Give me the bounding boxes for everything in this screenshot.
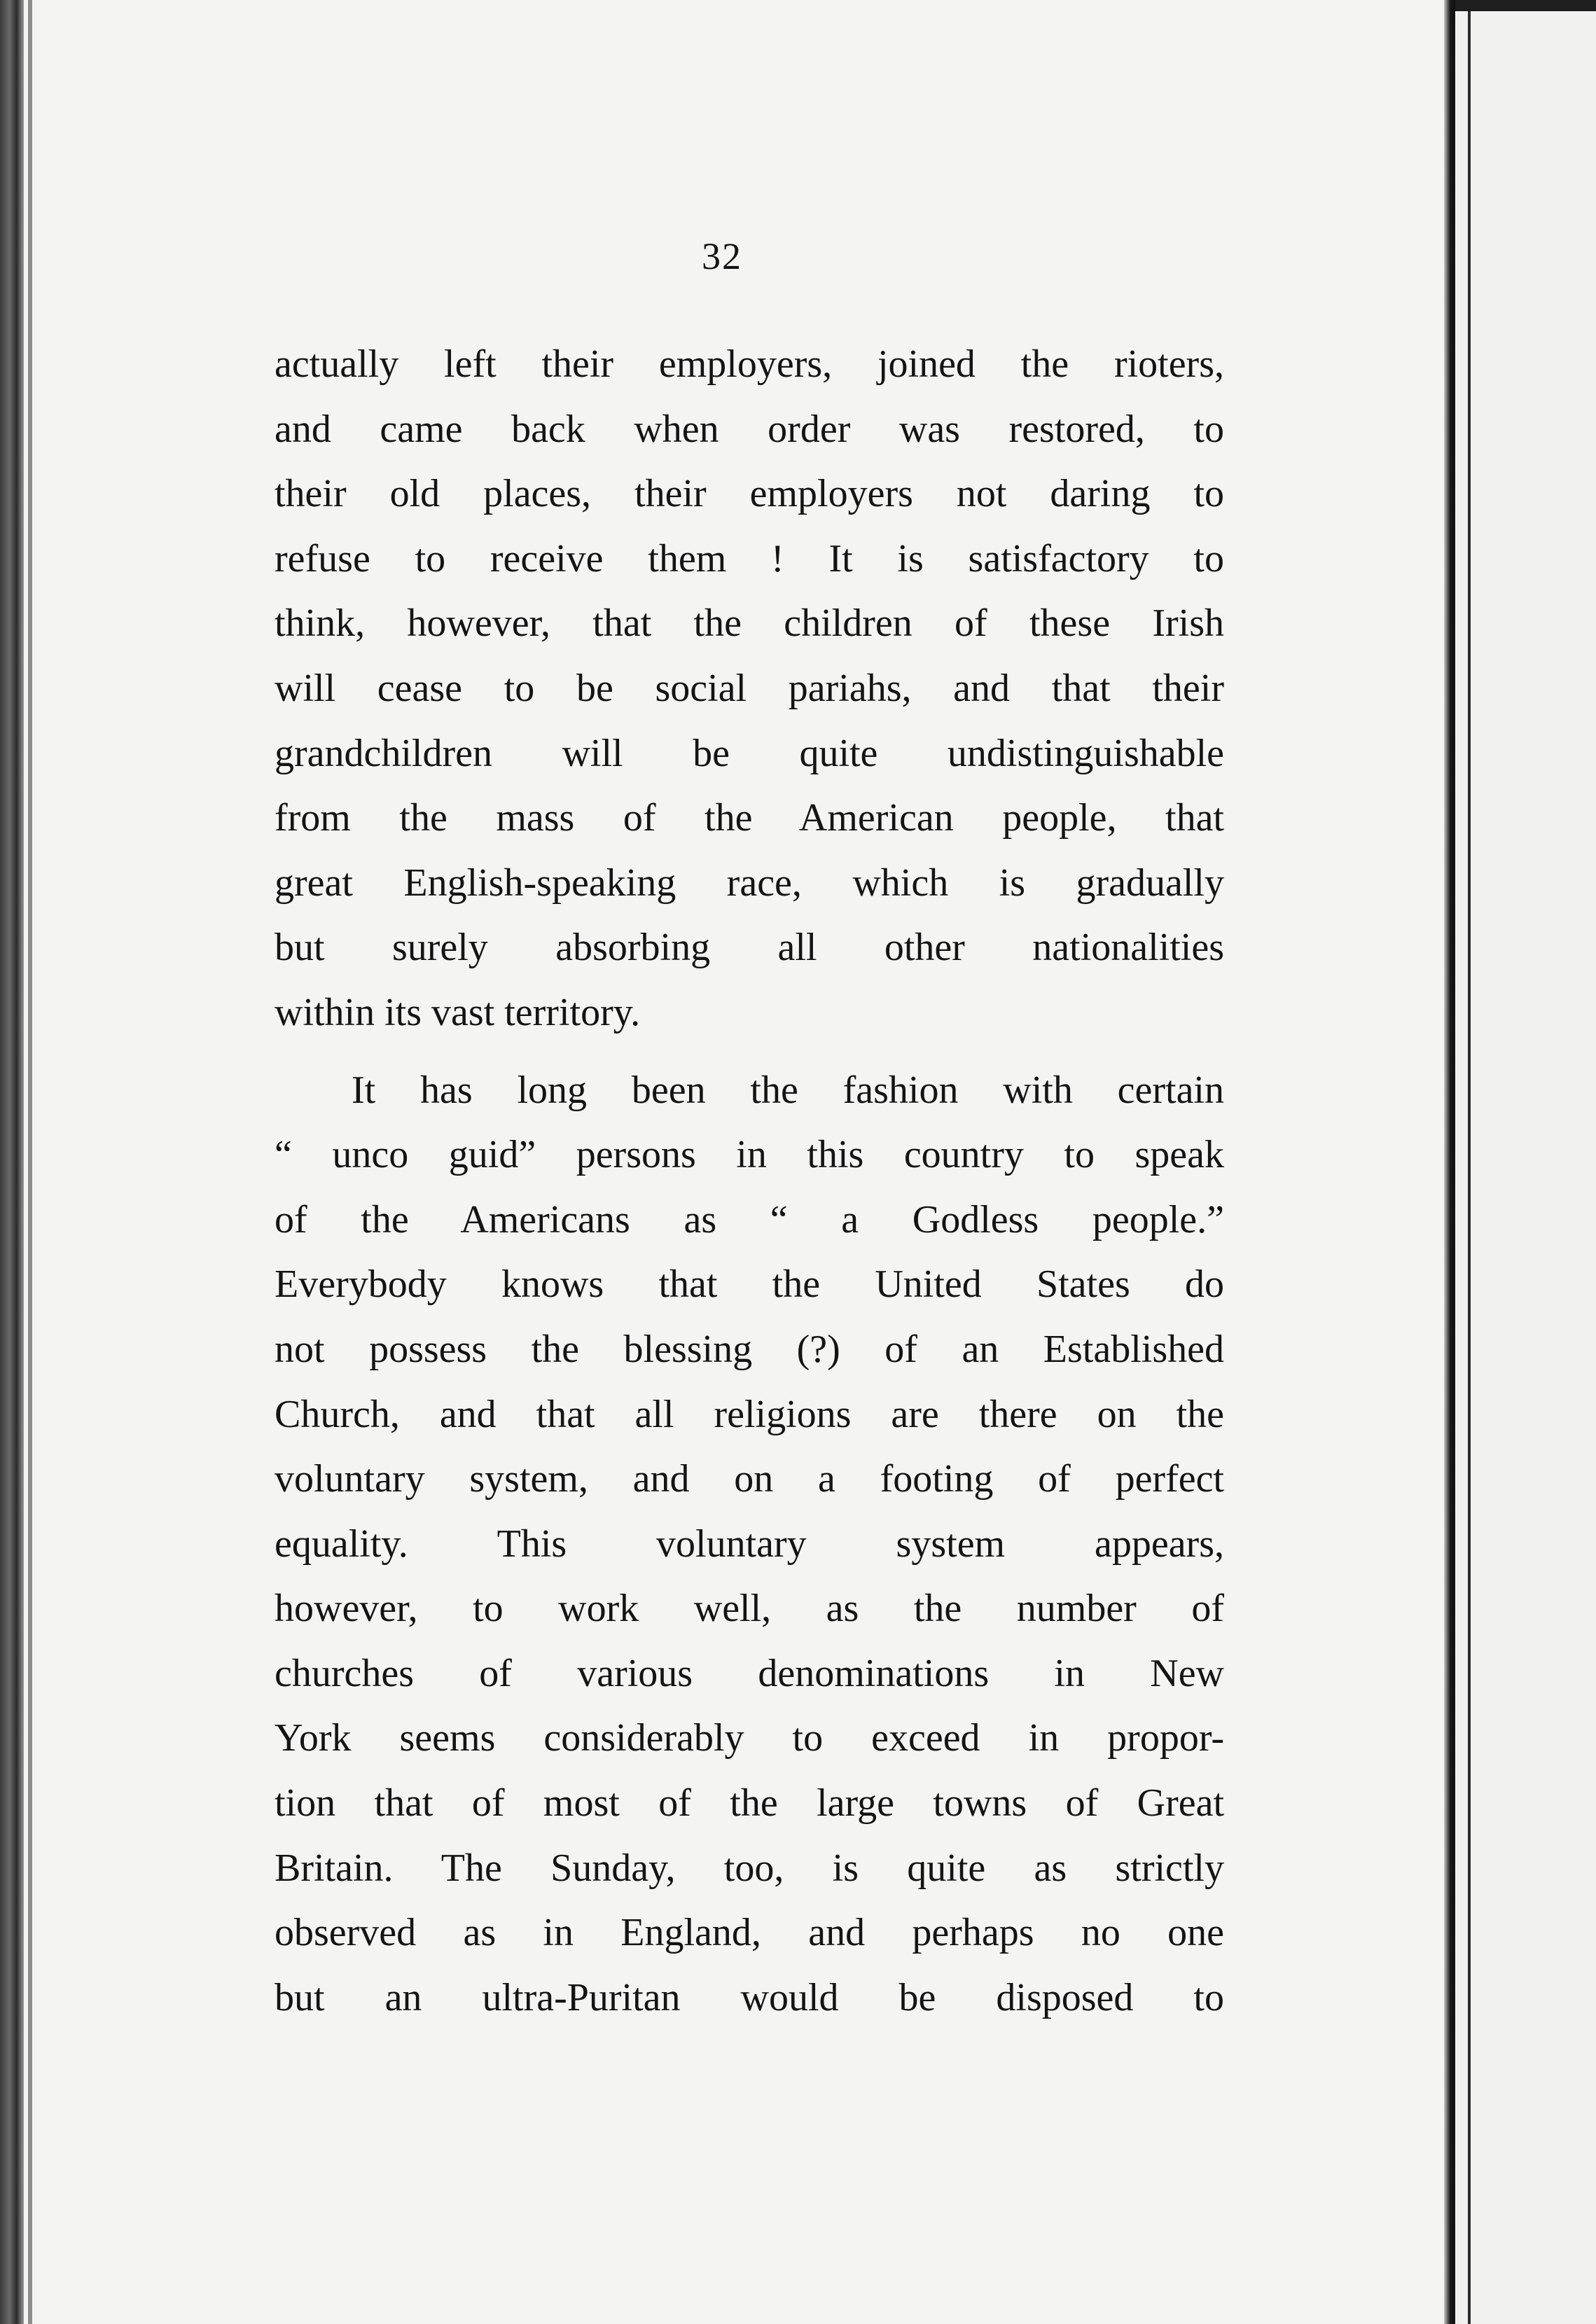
text-line: great English-speaking race, which is gradually <box>275 861 1224 905</box>
page-gutter <box>1444 0 1455 2324</box>
text-line: Everybody knows that the United States do <box>275 1262 1224 1307</box>
text-line: observed as in England, and perhaps no one <box>275 1911 1224 1955</box>
text-line: from the mass of the American people, that <box>275 796 1224 840</box>
adjacent-page-edge-line <box>1468 0 1471 2324</box>
text-line: churches of various denominations in New <box>275 1651 1224 1695</box>
text-line: tion that of most of the large towns of Great <box>275 1781 1224 1825</box>
text-line: grandchildren will be quite undistinguishable <box>275 731 1224 775</box>
text-line: however, to work well, as the number of <box>275 1587 1224 1631</box>
text-line: actually left their employers, joined the rioters, <box>275 342 1224 386</box>
body-text <box>275 332 1224 2030</box>
text-line: not possess the blessing (?) of an Established <box>275 1327 1224 1371</box>
text-line: equality. This voluntary system appears, <box>275 1522 1224 1566</box>
text-line: within its vast territory. <box>275 990 641 1034</box>
text-line: and came back when order was restored, to <box>275 407 1224 451</box>
adjacent-page-top-shadow <box>1455 0 1596 11</box>
text-line: their old places, their employers not daring to <box>275 472 1224 516</box>
page-edge-left-line <box>28 0 32 2324</box>
text-line: but surely absorbing all other nationalities <box>275 926 1224 970</box>
adjacent-page <box>1455 0 1596 2324</box>
paragraph-2 <box>275 1058 1224 2031</box>
paragraph-spacer <box>275 1045 1224 1058</box>
text-line: voluntary system, and on a footing of perfect <box>275 1457 1224 1501</box>
paragraph-1 <box>275 332 1224 1045</box>
text-line: refuse to receive them ! It is satisfactory to <box>275 536 1224 580</box>
page-number: 32 <box>702 235 742 277</box>
text-line: will cease to be social pariahs, and that their <box>275 666 1224 710</box>
text-line: but an ultra-Puritan would be disposed to <box>275 1975 1224 2019</box>
text-line: Church, and that all religions are there on the <box>275 1392 1224 1436</box>
text-line: “ unco guid” persons in this country to speak <box>275 1133 1224 1177</box>
page-edge-left <box>0 0 24 2324</box>
text-line: of the Americans as “ a Godless people.” <box>275 1197 1224 1241</box>
text-line: York seems considerably to exceed in propor- <box>275 1716 1224 1760</box>
text-line: It has long been the fashion with certain <box>352 1068 1224 1112</box>
text-line: think, however, that the children of these Irish <box>275 601 1224 646</box>
text-line: Britain. The Sunday, too, is quite as strictly <box>275 1846 1224 1890</box>
